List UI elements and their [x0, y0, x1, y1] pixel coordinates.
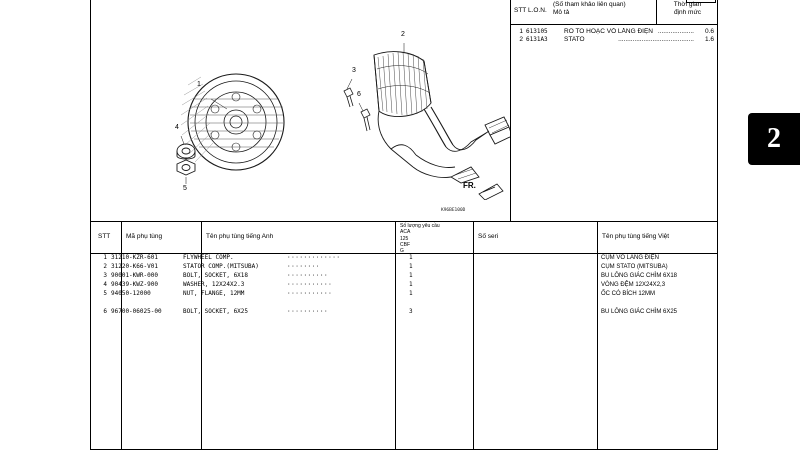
header-quantity-line3: 125 [400, 235, 409, 242]
row-name-en: FLYWHEEL COMP. [183, 254, 234, 261]
reference-row-code: 6131A3 [526, 36, 548, 44]
table-row [91, 263, 718, 272]
row-code: 31220-K66-V01 [111, 263, 158, 270]
row-qty: 1 [409, 254, 413, 261]
parts-table-header [91, 222, 718, 254]
row-stt: 2 [103, 263, 107, 270]
row-qty: 1 [409, 263, 413, 270]
reference-row-dots: .......................................... [618, 36, 694, 44]
row-name-en: NUT, FLANGE, 12MM [183, 290, 245, 297]
reference-row-desc: STATO [564, 36, 585, 44]
catalog-sheet [90, 0, 718, 450]
reference-table-body [511, 25, 718, 44]
row-stt: 3 [103, 272, 107, 279]
row-code: 90439-KWZ-900 [111, 281, 158, 288]
row-name-vi: VÒNG ĐỆM 12X24X2,3 [601, 282, 666, 288]
header-quantity-line4: CBF [400, 241, 410, 248]
row-qty: 3 [409, 308, 413, 315]
table-row [91, 272, 718, 281]
parts-table-rows [91, 254, 718, 317]
reference-number-label: (Số tham khảo liên quan) [553, 1, 626, 8]
row-name-en: BOLT, SOCKET, 6X25 [183, 308, 249, 315]
row-code: 90001-KWR-000 [111, 272, 158, 279]
exploded-diagram [91, 0, 511, 222]
header-quantity-line1: Số lượng yêu cầu [400, 223, 440, 229]
time-label-line1: Thời gian [673, 1, 702, 8]
row-qty: 1 [409, 290, 413, 297]
table-row [91, 290, 718, 299]
callout-4: 4 [175, 124, 179, 131]
section-tab-number: 2 [767, 123, 781, 154]
reference-row-dots: .................... [657, 28, 694, 35]
reference-header-left [511, 0, 657, 24]
row-stt: 4 [103, 281, 107, 288]
header-stt: STT [98, 233, 111, 240]
row-code: 31210-KZR-601 [111, 254, 158, 261]
callout-1: 1 [197, 81, 201, 88]
row-name-en: BOLT, SOCKET, 6X18 [183, 272, 249, 279]
header-name-en: Tên phụ tùng tiếng Anh [206, 233, 274, 240]
row-dots: ·········· [287, 308, 329, 315]
header-serial: Số seri [478, 233, 499, 240]
callout-3: 3 [352, 67, 356, 74]
fr-arrow-icon [477, 182, 507, 200]
table-row-spacer [91, 299, 718, 308]
reference-header-right [657, 0, 718, 24]
reference-row-code: 613105 [526, 28, 548, 35]
row-dots: ·········· [287, 272, 329, 279]
header-name-vi: Tên phụ tùng tiếng Việt [602, 233, 670, 240]
row-name-vi: BU LÔNG GIÁC CHÌM 6X18 [601, 273, 678, 279]
callout-6: 6 [357, 91, 361, 98]
row-dots: ··········· [287, 290, 333, 297]
row-qty: 1 [409, 281, 413, 288]
callout-5: 5 [183, 185, 187, 192]
parts-illustration [91, 0, 511, 222]
reference-row-value: 0.6 [704, 28, 714, 35]
table-row [91, 254, 718, 263]
reference-row [515, 28, 714, 36]
time-label-line2: định mức [673, 9, 702, 17]
header-part-code: Mã phụ tùng [126, 233, 163, 240]
row-code: 96700-06025-00 [111, 308, 162, 315]
row-name-vi: BU LÔNG GIÁC CHÌM 6X25 [601, 309, 678, 315]
header-quantity [397, 222, 457, 254]
reference-row-desc: RÔ TO HOẶC VỎ LẮNG ĐIỆN [564, 28, 653, 35]
row-dots: ············· [287, 254, 341, 261]
reference-table-header [511, 0, 718, 25]
row-stt: 5 [103, 290, 107, 297]
row-dots: ··········· [287, 281, 333, 288]
row-stt: 1 [103, 254, 107, 261]
callout-2: 2 [401, 31, 405, 38]
row-qty: 1 [409, 272, 413, 279]
reference-row-number: 2 [519, 36, 523, 44]
header-quantity-line5: G [400, 248, 404, 254]
row-name-en: STATOR COMP.(MITSUBA) [183, 263, 259, 270]
description-label: Mô tả [553, 9, 570, 17]
section-tab[interactable] [748, 113, 800, 165]
stt-lon-label: STT L.O.N. [514, 7, 547, 14]
reference-row [515, 36, 714, 44]
table-row [91, 308, 718, 317]
row-stt: 6 [103, 308, 107, 315]
row-name-vi: CỤM VÔ LĂNG ĐIỆN [601, 255, 660, 261]
header-quantity-line2: ACA [400, 229, 411, 236]
figure-code: K96BE100D [441, 208, 466, 213]
row-name-vi: ỐC CÓ BÍCH 12MM [601, 291, 656, 297]
reference-row-number: 1 [519, 28, 523, 35]
related-reference-table [511, 0, 718, 222]
row-name-en: WASHER, 12X24X2.3 [183, 281, 245, 288]
row-name-vi: CỤM STATO (MITSUBA) [601, 264, 668, 270]
reference-row-value: 1.6 [704, 36, 714, 44]
row-dots: ········ [287, 263, 320, 270]
parts-table [91, 222, 718, 449]
row-code: 94050-12000 [111, 290, 151, 297]
fr-direction-mark: FR. [463, 181, 476, 190]
table-row [91, 281, 718, 290]
